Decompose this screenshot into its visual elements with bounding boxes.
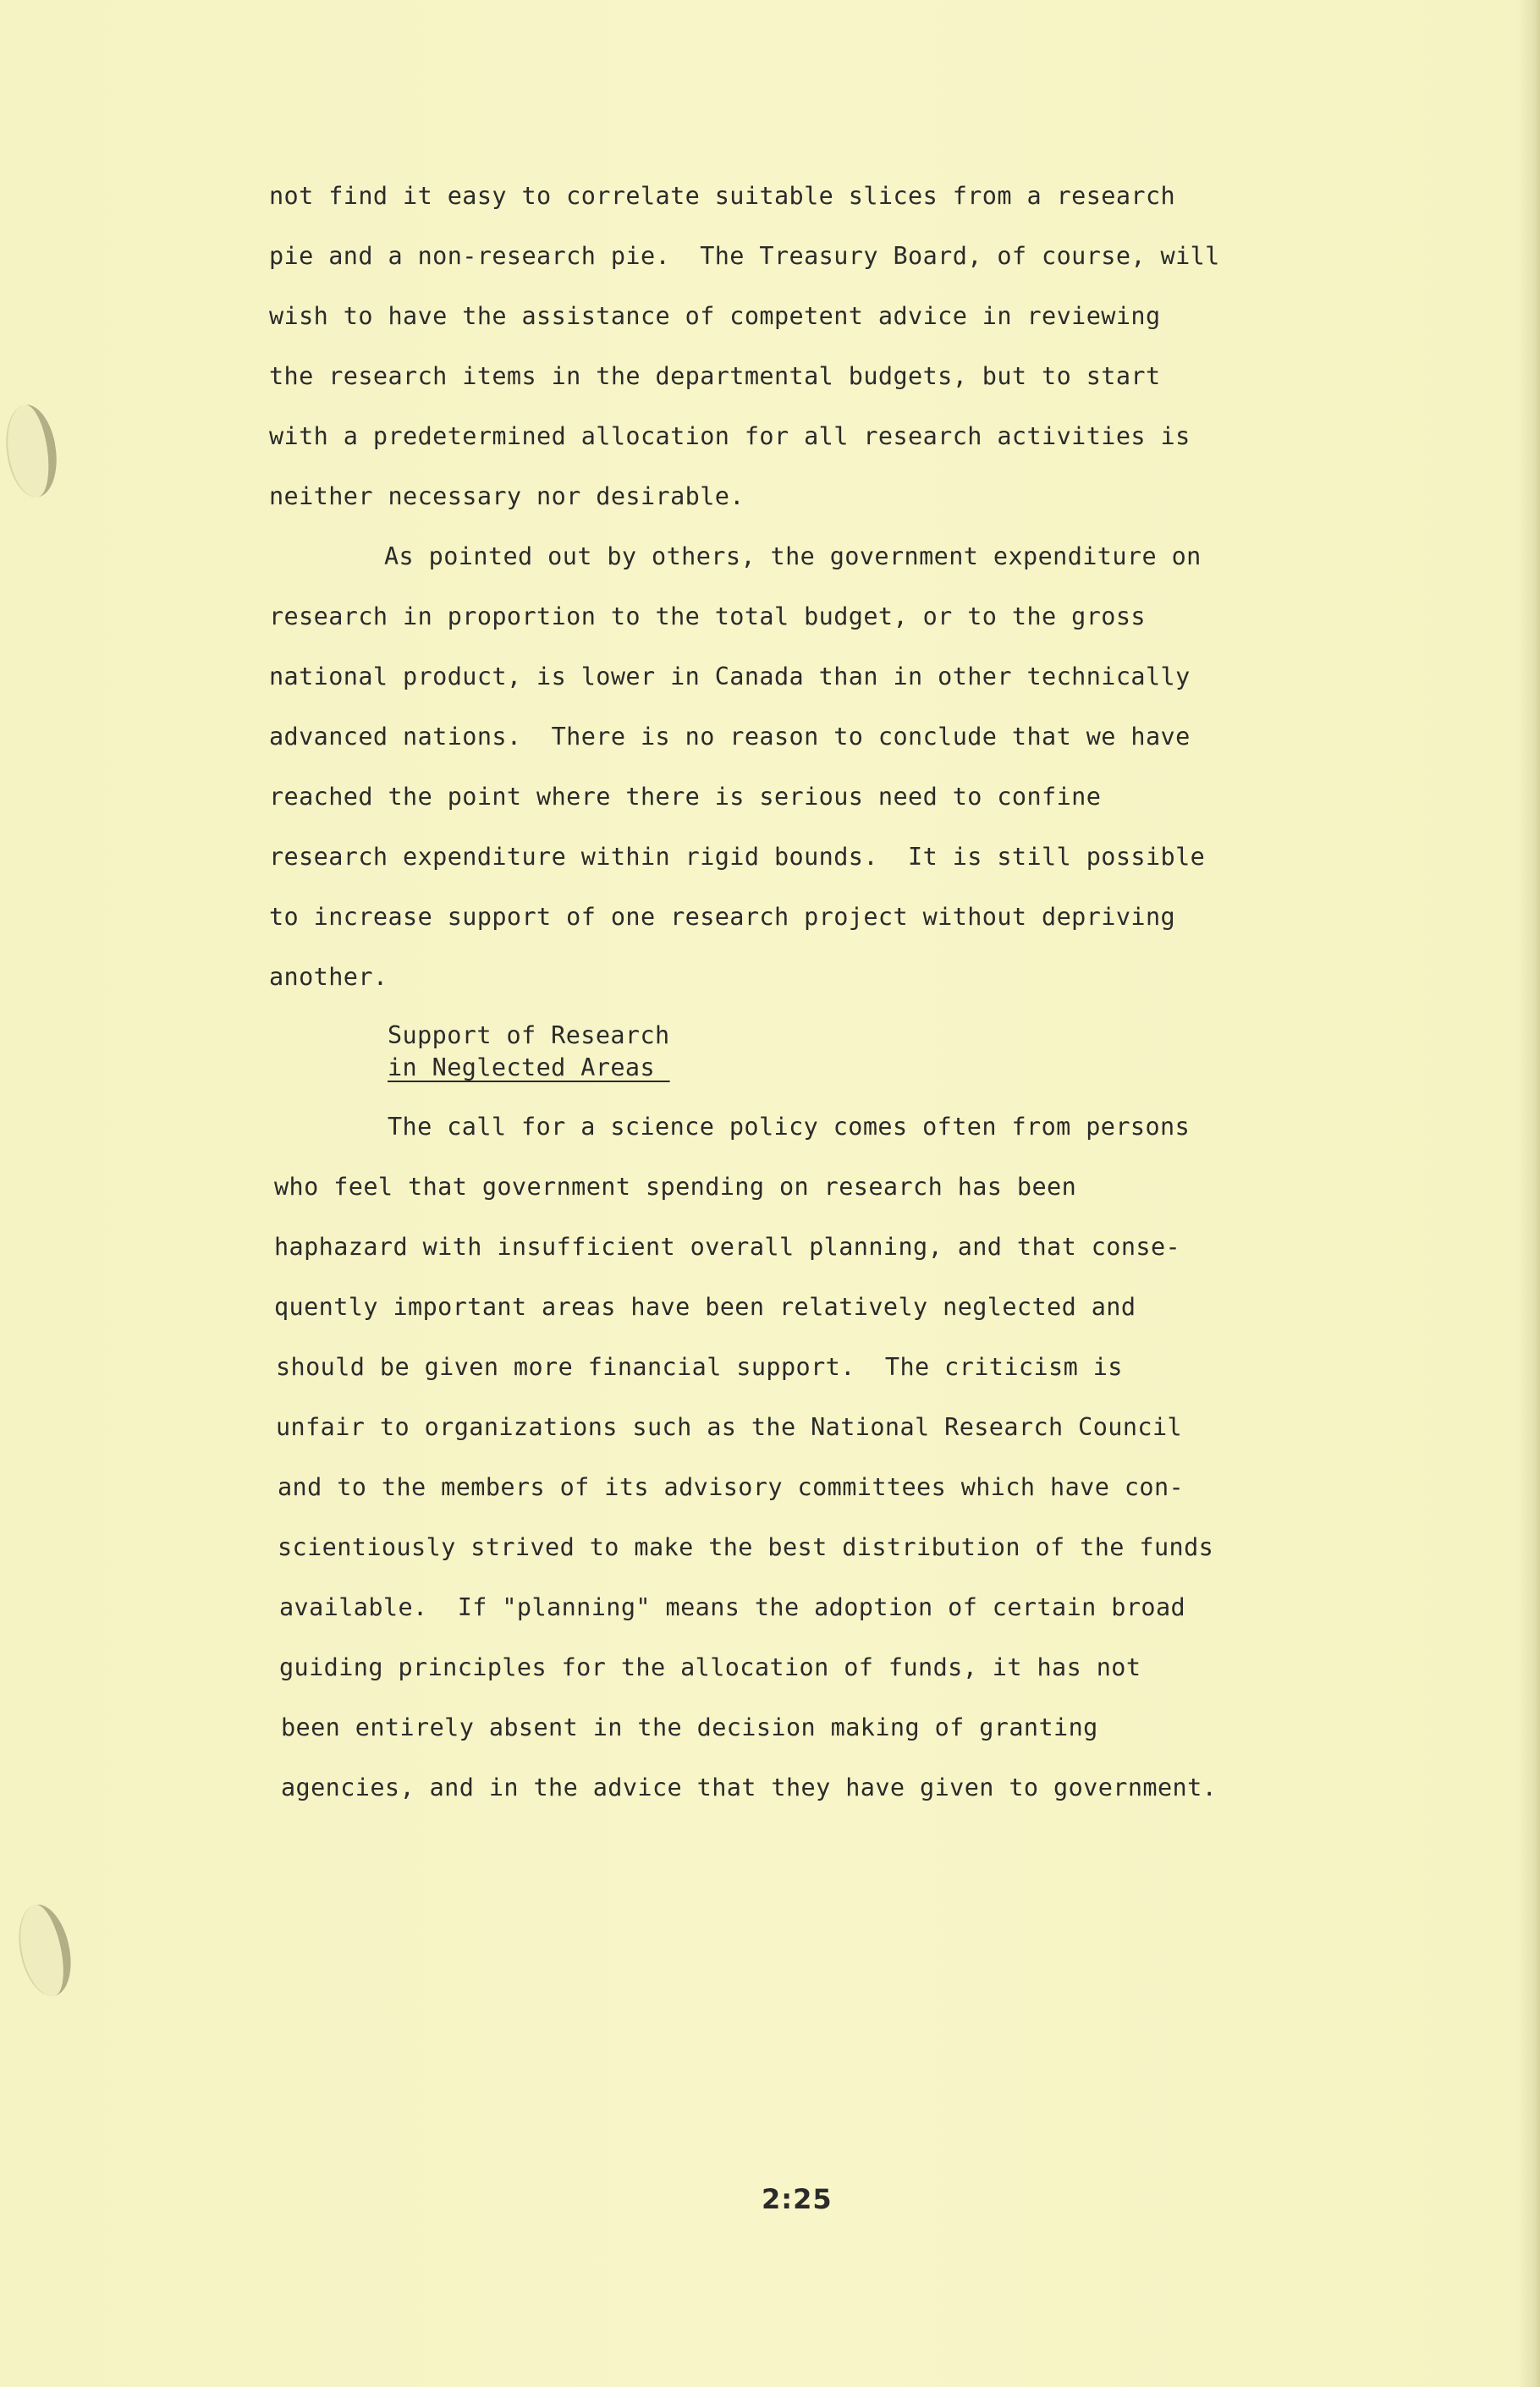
text-line: The call for a science policy comes often from persons (388, 1113, 1191, 1141)
text-line: haphazard with insufficient overall planning, and that conse- (274, 1233, 1181, 1261)
text-line: to increase support of one research project without depriving (269, 903, 1176, 931)
text-line: As pointed out by others, the government expenditure on (384, 542, 1202, 570)
text-line: not find it easy to correlate suitable slices from a research (269, 182, 1176, 210)
text-line: wish to have the assistance of competent advice in reviewing (269, 302, 1161, 330)
text-line: national product, is lower in Canada than in other technically (269, 663, 1191, 690)
text-line: agencies, and in the advice that they have given to government. (281, 1774, 1218, 1801)
text-line: should be given more financial support. The criticism is (276, 1353, 1123, 1381)
text-line: research in proportion to the total budget, or to the gross (269, 602, 1146, 630)
text-line: unfair to organizations such as the National Research Council (276, 1413, 1183, 1441)
text-line: scientiously strived to make the best distribution of the funds (278, 1533, 1214, 1561)
punch-hole-bottom (11, 1900, 79, 2001)
text-line: pie and a non-research pie. The Treasury Board, of course, will (269, 242, 1220, 270)
text-line: available. If "planning" means the adoption of certain broad (279, 1593, 1186, 1621)
text-line: quently important areas have been relatively neglected and (274, 1293, 1136, 1321)
text-line: the research items in the departmental budgets, but to start (269, 362, 1161, 390)
text-line: another. (269, 963, 388, 991)
section-heading-line2: in Neglected Areas (388, 1053, 670, 1081)
text-line: reached the point where there is serious need to confine (269, 783, 1102, 811)
text-line: guiding principles for the allocation of funds, it has not (279, 1653, 1141, 1681)
page-edge-shadow (1518, 0, 1540, 2387)
punch-hole-top (1, 401, 63, 500)
text-line: who feel that government spending on research has been (274, 1173, 1077, 1201)
text-line: been entirely absent in the decision making of granting (281, 1713, 1098, 1741)
text-line: neither necessary nor desirable. (269, 482, 745, 510)
text-line: with a predetermined allocation for all research activities is (269, 422, 1191, 450)
text-line: advanced nations. There is no reason to conclude that we have (269, 723, 1191, 751)
section-heading-line1: Support of Research (388, 1021, 670, 1049)
text-line: research expenditure within rigid bounds. It is still possible (269, 843, 1206, 871)
text-line: and to the members of its advisory committees which have con- (278, 1473, 1185, 1501)
page-number: 2:25 (762, 2183, 833, 2215)
